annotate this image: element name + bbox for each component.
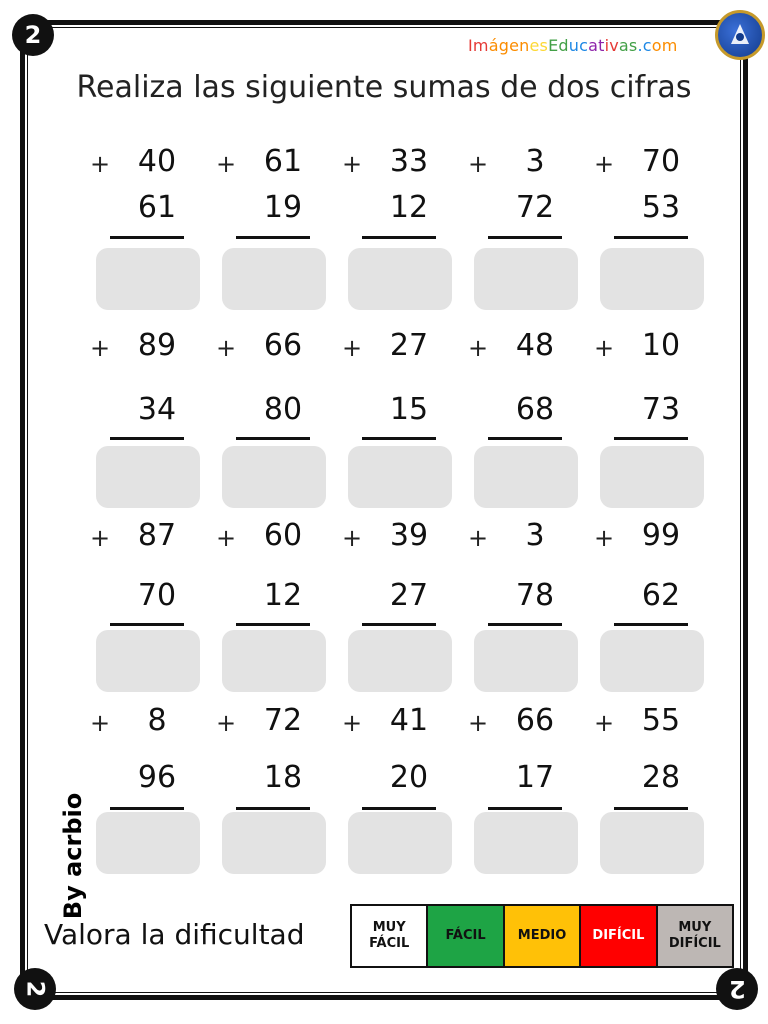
addend-bottom: 62 bbox=[641, 578, 681, 613]
answer-box[interactable] bbox=[96, 446, 200, 508]
plus-sign: + bbox=[90, 709, 111, 737]
sum-line bbox=[488, 437, 562, 440]
answer-box[interactable] bbox=[222, 812, 326, 874]
page-title: Realiza las siguiente sumas de dos cifras bbox=[76, 70, 692, 105]
sum-line bbox=[110, 623, 184, 626]
brand-logo-text: ImágenesEducativas.com bbox=[468, 36, 678, 55]
addend-top: 70 bbox=[641, 144, 681, 179]
addend-bottom: 96 bbox=[137, 760, 177, 795]
difficulty-easy[interactable]: FÁCIL bbox=[428, 906, 504, 966]
addition-problem bbox=[216, 328, 336, 474]
addend-top: 48 bbox=[515, 328, 555, 363]
plus-sign: + bbox=[90, 334, 111, 362]
addend-top: 61 bbox=[263, 144, 303, 179]
sum-line bbox=[488, 807, 562, 810]
addition-problem bbox=[342, 144, 462, 290]
addition-problem bbox=[342, 703, 462, 849]
answer-box[interactable] bbox=[222, 446, 326, 508]
sum-line bbox=[614, 437, 688, 440]
addend-bottom: 15 bbox=[389, 392, 429, 427]
plus-sign: + bbox=[216, 709, 237, 737]
plus-sign: + bbox=[468, 709, 489, 737]
addend-bottom: 18 bbox=[263, 760, 303, 795]
brand-logo-icon bbox=[715, 10, 765, 60]
plus-sign: + bbox=[342, 524, 363, 552]
addition-problem bbox=[468, 518, 588, 664]
addition-problem bbox=[468, 703, 588, 849]
plus-sign: + bbox=[468, 524, 489, 552]
page-number-top-left: 2 bbox=[12, 14, 54, 56]
sum-line bbox=[614, 236, 688, 239]
plus-sign: + bbox=[216, 150, 237, 178]
addend-top: 27 bbox=[389, 328, 429, 363]
difficulty-rating bbox=[350, 904, 734, 968]
addition-problem bbox=[342, 518, 462, 664]
corner-ornament-bottom-left: 2 bbox=[14, 968, 56, 1010]
plus-sign: + bbox=[342, 709, 363, 737]
sum-line bbox=[362, 807, 436, 810]
sum-line bbox=[614, 623, 688, 626]
addend-bottom: 20 bbox=[389, 760, 429, 795]
addend-top: 60 bbox=[263, 518, 303, 553]
plus-sign: + bbox=[90, 150, 111, 178]
addend-bottom: 19 bbox=[263, 190, 303, 225]
corner-ornament-bottom-right: 2 bbox=[716, 968, 758, 1010]
plus-sign: + bbox=[468, 150, 489, 178]
addend-bottom: 27 bbox=[389, 578, 429, 613]
plus-sign: + bbox=[594, 709, 615, 737]
answer-box[interactable] bbox=[96, 248, 200, 310]
addition-problem bbox=[216, 703, 336, 849]
plus-sign: + bbox=[594, 334, 615, 362]
sum-line bbox=[614, 807, 688, 810]
addend-bottom: 17 bbox=[515, 760, 555, 795]
author-credit: By acrbio bbox=[59, 792, 88, 920]
answer-box[interactable] bbox=[474, 812, 578, 874]
addition-problem bbox=[90, 518, 210, 664]
answer-box[interactable] bbox=[222, 630, 326, 692]
addend-bottom: 78 bbox=[515, 578, 555, 613]
answer-box[interactable] bbox=[348, 812, 452, 874]
addend-bottom: 72 bbox=[515, 190, 555, 225]
addend-top: 55 bbox=[641, 703, 681, 738]
answer-box[interactable] bbox=[348, 248, 452, 310]
addend-top: 72 bbox=[263, 703, 303, 738]
plus-sign: + bbox=[90, 524, 111, 552]
addition-problem bbox=[468, 144, 588, 290]
addend-top: 8 bbox=[147, 703, 167, 738]
sum-line bbox=[488, 623, 562, 626]
plus-sign: + bbox=[594, 150, 615, 178]
addition-problem bbox=[594, 328, 714, 474]
addend-bottom: 12 bbox=[389, 190, 429, 225]
addition-problem bbox=[594, 703, 714, 849]
addition-problem bbox=[90, 328, 210, 474]
addition-problem bbox=[90, 144, 210, 290]
sum-line bbox=[110, 437, 184, 440]
answer-box[interactable] bbox=[474, 446, 578, 508]
sum-line bbox=[110, 236, 184, 239]
sum-line bbox=[362, 623, 436, 626]
addend-top: 66 bbox=[263, 328, 303, 363]
sum-line bbox=[236, 623, 310, 626]
addition-problem bbox=[594, 518, 714, 664]
sum-line bbox=[236, 437, 310, 440]
answer-box[interactable] bbox=[474, 248, 578, 310]
addend-bottom: 73 bbox=[641, 392, 681, 427]
addition-problem bbox=[90, 703, 210, 849]
plus-sign: + bbox=[216, 334, 237, 362]
answer-box[interactable] bbox=[474, 630, 578, 692]
addend-bottom: 34 bbox=[137, 392, 177, 427]
addend-bottom: 61 bbox=[137, 190, 177, 225]
plus-sign: + bbox=[342, 334, 363, 362]
addend-top: 3 bbox=[525, 518, 545, 553]
addition-problem bbox=[342, 328, 462, 474]
addend-bottom: 28 bbox=[641, 760, 681, 795]
plus-sign: + bbox=[342, 150, 363, 178]
addend-top: 87 bbox=[137, 518, 177, 553]
answer-box[interactable] bbox=[96, 812, 200, 874]
difficulty-very-hard[interactable]: MUY DIFÍCIL bbox=[658, 906, 732, 966]
answer-box[interactable] bbox=[96, 630, 200, 692]
difficulty-label: Valora la dificultad bbox=[44, 918, 305, 951]
addend-top: 3 bbox=[525, 144, 545, 179]
addend-top: 10 bbox=[641, 328, 681, 363]
sum-line bbox=[236, 236, 310, 239]
addition-problem bbox=[216, 518, 336, 664]
addend-bottom: 70 bbox=[137, 578, 177, 613]
addend-top: 89 bbox=[137, 328, 177, 363]
answer-box[interactable] bbox=[222, 248, 326, 310]
addend-top: 33 bbox=[389, 144, 429, 179]
difficulty-hard[interactable]: DIFÍCIL bbox=[581, 906, 657, 966]
answer-box[interactable] bbox=[600, 812, 704, 874]
answer-box[interactable] bbox=[600, 630, 704, 692]
addend-bottom: 80 bbox=[263, 392, 303, 427]
addition-problem bbox=[468, 328, 588, 474]
sum-line bbox=[362, 437, 436, 440]
addend-top: 99 bbox=[641, 518, 681, 553]
plus-sign: + bbox=[216, 524, 237, 552]
addend-top: 66 bbox=[515, 703, 555, 738]
answer-box[interactable] bbox=[600, 446, 704, 508]
addition-problem bbox=[216, 144, 336, 290]
addend-bottom: 53 bbox=[641, 190, 681, 225]
difficulty-very-easy[interactable]: MUY FÁCIL bbox=[352, 906, 428, 966]
sum-line bbox=[110, 807, 184, 810]
addend-top: 41 bbox=[389, 703, 429, 738]
plus-sign: + bbox=[594, 524, 615, 552]
sum-line bbox=[362, 236, 436, 239]
addend-bottom: 68 bbox=[515, 392, 555, 427]
addend-top: 39 bbox=[389, 518, 429, 553]
answer-box[interactable] bbox=[348, 446, 452, 508]
answer-box[interactable] bbox=[348, 630, 452, 692]
sum-line bbox=[236, 807, 310, 810]
addend-bottom: 12 bbox=[263, 578, 303, 613]
sum-line bbox=[488, 236, 562, 239]
plus-sign: + bbox=[468, 334, 489, 362]
answer-box[interactable] bbox=[600, 248, 704, 310]
difficulty-medium[interactable]: MEDIO bbox=[505, 906, 581, 966]
addition-problem bbox=[594, 144, 714, 290]
addend-top: 40 bbox=[137, 144, 177, 179]
